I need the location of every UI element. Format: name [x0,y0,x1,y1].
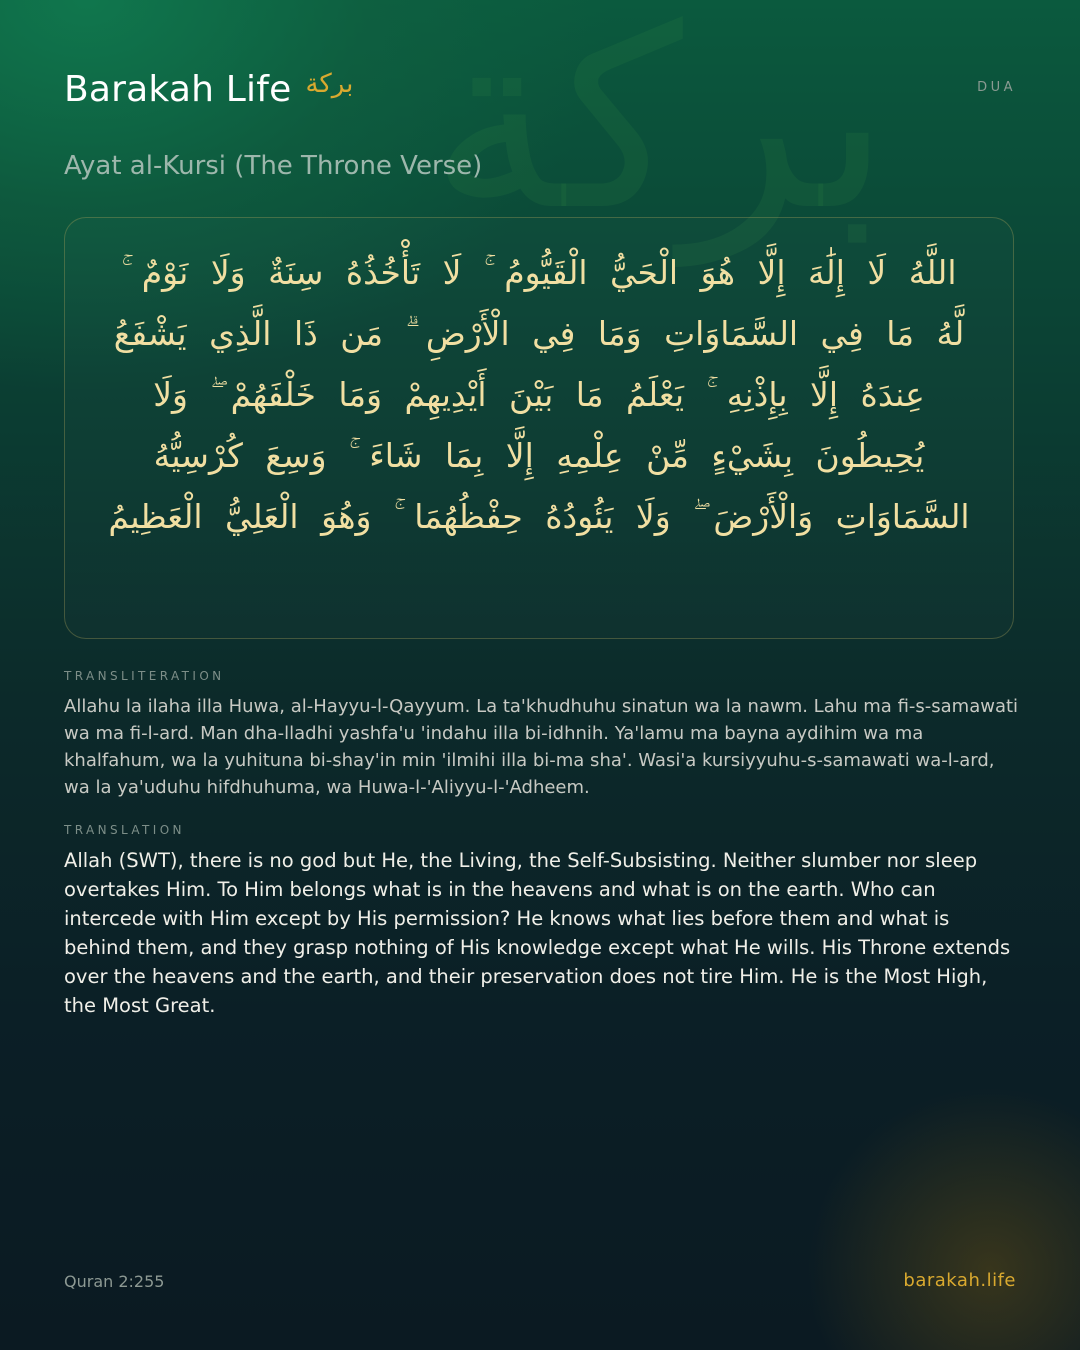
website-link[interactable]: barakah.life [903,1270,1016,1291]
transliteration-label: TRANSLITERATION [64,669,225,683]
verse-reference: Quran 2:255 [64,1272,165,1291]
transliteration-text: Allahu la ilaha illa Huwa, al-Hayyu-l-Qayyum. La ta'khudhuhu sinatun wa la nawm. Lahu ma fi-s-samawati wa ma fi-l-ard. Man dha-lladhi yashfa'u 'indahu illa bi-idhnih. Ya'lamu ma bayna aydihim wa ma khalfahum, wa la yuhituna bi-shay'in min 'ilmihi illa bi-ma sha'. Wasi'a kursiyyuhu-s-samawati wa-l-ard, wa la ya'uduhu hifdhuhuma, wa Huwa-l-'Aliyyu-l-'Adheem. [64,696,1019,798]
brand-name: Barakah Life [64,69,292,110]
brand [64,62,353,118]
brand-watermark: بركة [429,0,891,265]
verse-card [64,217,1014,639]
translation-label: TRANSLATION [64,823,185,837]
arabic-verse-text: اللَّهُ لَا إِلَٰهَ إِلَّا هُوَ الْحَيُّ الْقَيُّومُ ۚ لَا تَأْخُذُهُ سِنَةٌ وَلَا نَوْمٌ ۚ لَّهُ مَا فِي السَّمَاوَاتِ وَمَا فِي الْأَرْضِ ۗ مَن ذَا الَّذِي يَشْفَعُ عِندَهُ إِلَّا بِإِذْنِهِ ۚ يَعْلَمُ مَا بَيْنَ أَيْدِيهِمْ وَمَا خَلْفَهُمْ ۖ وَلَا يُحِيطُونَ بِشَيْءٍ مِّنْ عِلْمِهِ إِلَّا بِمَا شَاءَ ۚ وَسِعَ كُرْسِيُّهُ السَّمَاوَاتِ وَالْأَرْضَ ۖ وَلَا يَئُودُهُ حِفْظُهُمَا ۚ وَهُوَ الْعَلِيُّ الْعَظِيمُ [108,253,970,536]
brand-arabic-name: بركة [305,69,354,99]
category-label: DUA [977,80,1016,95]
header [64,62,1016,118]
page-title: Ayat al-Kursi (The Throne Verse) [64,151,483,181]
translation-text: Allah (SWT), there is no god but He, the Living, the Self-Subsisting. Neither slumber nor sleep overtakes Him. To Him belongs what is in the heavens and what is on the earth. Who can intercede with Him except by His permission? He knows what lies before them and what is behind them, and they grasp nothing of His knowledge except what He wills. His Throne extends over the heavens and the earth, and their preservation does not tire Him. He is the Most High, the Most Great. [64,849,1011,1017]
